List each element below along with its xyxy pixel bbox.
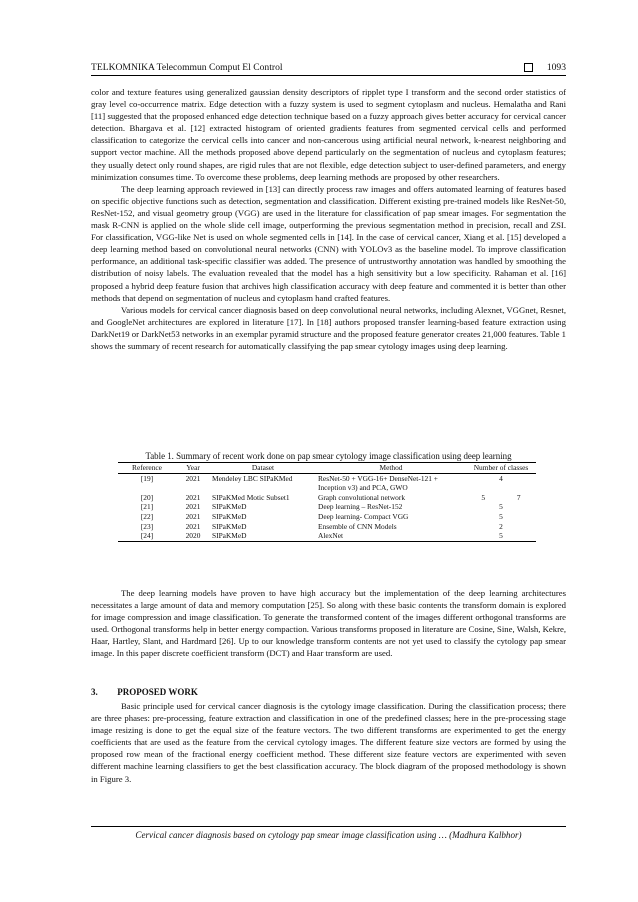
paragraph: The deep learning models have proven to have high accuracy but the implementation of the deep learning architectures necessitates a large amount of data and memory computation [25]. So along with these basic contents the transform domain is explored for image compression and image classification. To generate the transformed content of the images different orthogonal transforms are used. Orthogonal transforms help in better energy compaction. Various transforms proposed in literature are Cosine, Sine, Walsh, Kekre, Haar, Hartley, Slant, and Hardmard [26]. Up to our knowledge transform contents are not yet used to classify the cytology pap smear image. In this paper discrete coefficient transform (DCT) and Haar transform are used. [91, 588, 566, 659]
cell-method: Graph convolutional network [318, 492, 406, 502]
cell-reference: [24] [118, 531, 176, 541]
paragraph: Basic principle used for cervical cancer diagnosis is the cytology image classification. During the classification process; there are three phases: pre-processing, feature extraction and classification in one of the predefined classes; here in the pre-processing stage image resizing is done to get the equal size of the feature vectors. The two different transforms are experimented to get the energy coefficients that are used as the feature from the cervical cytology images. The different feature size vectors are formed by using the proposed row mean of the fractional energy coefficient method. These different size feature vectors are experimented with seven different machine learning classifiers to get the best classification accuracy. The block diagram of the proposed methodology is shown in Figure 3. [91, 701, 566, 784]
header-year: Year [176, 463, 210, 474]
cell-dataset: SIPaKMeD [212, 502, 247, 512]
paragraph: Various models for cervical cancer diagnosis based on deep convolutional neural networks, including Alexnet, VGGnet, Resnet, and GoogleNet architectures are explored in literature [17]. In [18] authors proposed transfer learning-based feature extraction using DarkNet19 or DarkNet53 networks in an exemplar pyramid structure and the proposed feature generator creates 21,000 features. Table 1 shows the summary of recent research for automatically classifying the pap smear cytology images using deep learning. [91, 304, 566, 351]
summary-table [118, 462, 536, 542]
header-reference: Reference [118, 463, 176, 474]
cell-method: ResNet-50 + VGG-16+ DenseNet-121 + Inception v3) and PCA, GWO [318, 473, 438, 493]
cell-method: AlexNet [316, 531, 466, 541]
cell-dataset: SIPaKMeD [210, 531, 316, 541]
cell-classes: 4 [499, 473, 503, 483]
paragraph: color and texture features using generalized gaussian density descriptors of ripplet type I transform and the second order statistics of gray level co-occurrence matrix. Edge detection with a fuzzy system is used to segment cytoplasm and nucleus. Hemalatha and Rani [11] suggested that the proposed enhanced edge detection technique based on a fuzzy approach gives better accuracy for cervical cancer detection. Bhargava et al. [12] extracted histogram of oriented gradients features from segmented cervical cells and performed classification to categorize the cervical cells into cancer and non-cancerous using artificial neural network, k-nearest neighboring and support vector machine. All the methods proposed above depend particularly on the segmentation of nucleus and cytoplasm features; they usually detect only round shapes, are rigid rules that are not flexible, edge detection subject to user-defined parameters, and energy minimization consumes time. To overcome these problems, deep learning methods are proposed by other researchers. [91, 87, 566, 182]
cell-method: Ensemble of CNN Models [318, 521, 397, 531]
table-row [118, 493, 536, 503]
cell-classes: 5 [466, 531, 536, 541]
table-row [118, 512, 536, 522]
table-row [118, 531, 536, 541]
cell-year: 2021 [185, 511, 201, 521]
cell-year: 2020 [176, 531, 210, 541]
cell-reference: [23] [140, 521, 154, 531]
cell-dataset: SIPaKMeD [212, 511, 247, 521]
table-row [118, 473, 536, 493]
header-dataset: Dataset [210, 463, 316, 474]
cell-dataset: Mendeley LBC SIPaKMed [212, 473, 293, 483]
cell-reference: [19] [140, 473, 154, 483]
cell-reference: [22] [140, 511, 154, 521]
section-title: PROPOSED WORK [117, 687, 198, 697]
running-header [91, 62, 566, 76]
journal-name: TELKOMNIKA Telecommun Comput El Control [91, 62, 283, 73]
cell-year: 2021 [185, 492, 201, 502]
cell-method: Deep learning- Compact VGG [318, 511, 409, 521]
body-text-1 [91, 86, 566, 352]
table-row [118, 522, 536, 532]
page-number: 1093 [546, 62, 566, 73]
cell-year: 2021 [185, 521, 201, 531]
cell-reference: [21] [140, 502, 154, 512]
header-right [524, 62, 566, 73]
cell-classes: 5 [499, 511, 503, 521]
body-text-2 [91, 587, 566, 660]
section-number: 3. [91, 687, 98, 697]
table-caption: Table 1. Summary of recent work done on pap smear cytology image classification using deep learning [145, 451, 512, 461]
table-header-row [118, 463, 536, 474]
checkbox-square-icon [524, 63, 533, 72]
cell-classes: 5 7 [481, 492, 521, 502]
cell-classes: 2 [499, 521, 503, 531]
header-method: Method [316, 463, 466, 474]
cell-dataset: SIPaKMed Motic Subset1 [212, 492, 290, 502]
section-heading [91, 687, 198, 697]
cell-reference: [20] [140, 492, 154, 502]
paragraph: The deep learning approach reviewed in [13] can directly process raw images and offers automated learning of features based on specific objective functions such as detection, segmentation and classification. Different existing pre-trained models like ResNet-50, ResNet-152, and visual geometry group (VGG) are used in the literature for classification of pap smear images. For segmentation the mask R-CNN is applied on the whole slide cell image, outperforming the previous segmentation method in precision, recall and ZSI. For classification, VGG-like Net is used on whole segmented cells in [14]. In the case of cervical cancer, Xiang et al. [15] developed a deep learning method based on convolutional neural networks (CNN) with YOLOv3 as the baseline model. To improve classification performance, an additional task-specific classifier was added. The presence of untrustworthy annotation was handled by smoothing the distribution of noisy labels. The evaluation revealed that the model has a high sensitivity but a low specificity. Rahaman et al. [16] proposed a hybrid deep feature fusion that archives high classification accuracy with deep feature and commented it is better than other methods that depend on segmentation of nucleus and cytoplasm hand crafted features. [91, 183, 566, 303]
header-classes: Number of classes [466, 463, 536, 474]
cell-classes: 5 [499, 502, 503, 512]
cell-year: 2021 [185, 502, 201, 512]
cell-method: Deep learning – ResNet-152 [318, 502, 403, 512]
cell-year: 2021 [185, 473, 201, 483]
cell-dataset: SIPaKMeD [212, 521, 247, 531]
table-row [118, 502, 536, 512]
body-text-3 [91, 700, 566, 785]
running-footer: Cervical cancer diagnosis based on cytology pap smear image classification using … (Madhura Kalbhor) [91, 826, 566, 840]
